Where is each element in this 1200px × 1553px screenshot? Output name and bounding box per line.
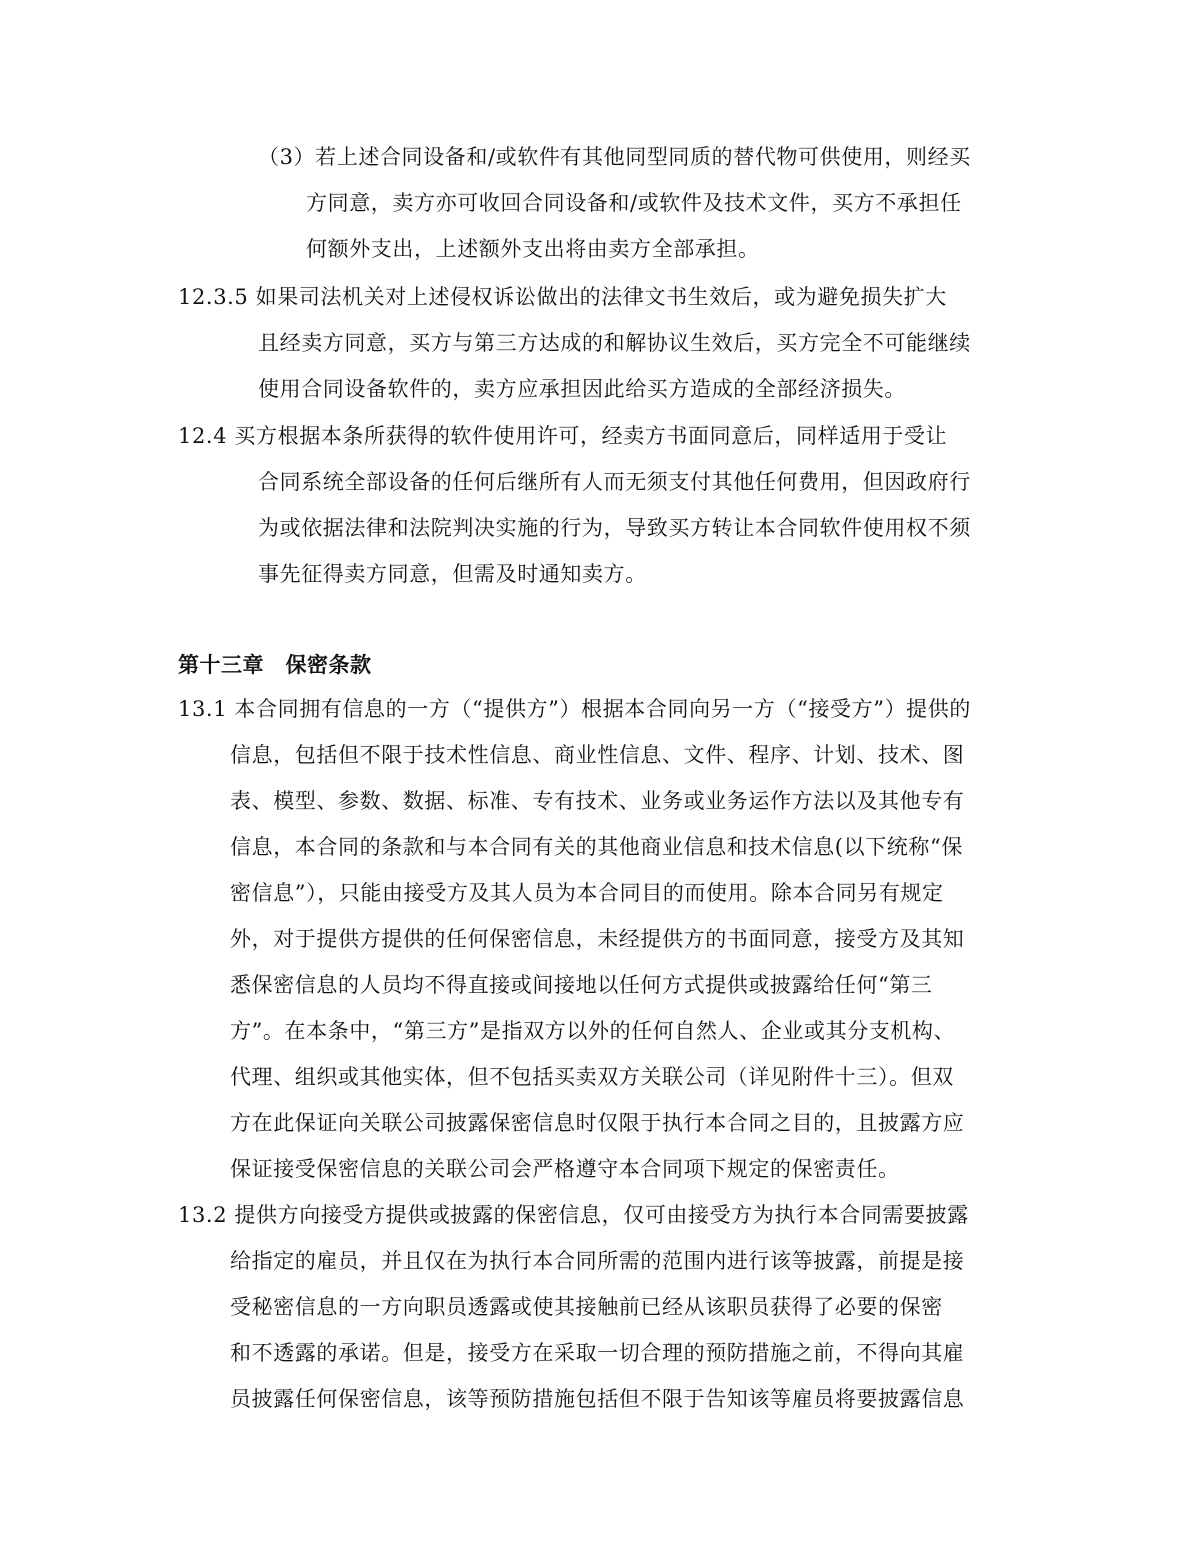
- text-line: 事先征得卖方同意，但需及时通知卖方。: [258, 562, 647, 586]
- text-line: 代理、组织或其他实体，但不包括买卖双方关联公司（详见附件十三）。但双: [230, 1065, 954, 1089]
- text-line: 保证接受保密信息的关联公司会严格遵守本合同项下规定的保密责任。: [230, 1157, 900, 1181]
- text-line: 12.4 买方根据本条所获得的软件使用许可，经卖方书面同意后，同样适用于受让: [178, 424, 948, 448]
- text-line: 方”。在本条中，“第三方”是指双方以外的任何自然人、企业或其分支机构、: [230, 1019, 956, 1043]
- chapter-heading: 第十三章 保密条款: [178, 652, 372, 677]
- text-line: 悉保密信息的人员均不得直接或间接地以任何方式提供或披露给任何“第三: [230, 973, 933, 997]
- text-line: 12.3.5 如果司法机关对上述侵权诉讼做出的法律文书生效后，或为避免损失扩大: [178, 285, 947, 309]
- text-line: 合同系统全部设备的任何后继所有人而无须支付其他任何费用，但因政府行: [258, 470, 971, 494]
- text-line: 使用合同设备软件的，卖方应承担因此给买方造成的全部经济损失。: [258, 377, 906, 401]
- text-line: 给指定的雇员，并且仅在为执行本合同所需的范围内进行该等披露，前提是接: [230, 1249, 965, 1273]
- text-line: 何额外支出，上述额外支出将由卖方全部承担。: [306, 237, 760, 261]
- text-line: 方同意，卖方亦可收回合同设备和/或软件及技术文件，买方不承担任: [306, 191, 962, 215]
- text-line: 表、模型、参数、数据、标准、专有技术、业务或业务运作方法以及其他专有: [230, 789, 965, 813]
- text-line: 且经卖方同意，买方与第三方达成的和解协议生效后，买方完全不可能继续: [258, 331, 971, 355]
- text-line: 13.1 本合同拥有信息的一方（“提供方”）根据本合同向另一方（“接受方”）提供的: [178, 697, 971, 721]
- text-line: 13.2 提供方向接受方提供或披露的保密信息，仅可由接受方为执行本合同需要披露: [178, 1203, 969, 1227]
- text-line: 为或依据法律和法院判决实施的行为，导致买方转让本合同软件使用权不须: [258, 516, 971, 540]
- text-line: 员披露任何保密信息，该等预防措施包括但不限于告知该等雇员将要披露信息: [230, 1387, 965, 1411]
- text-line: 信息，包括但不限于技术性信息、商业性信息、文件、程序、计划、技术、图: [230, 743, 965, 767]
- text-line: 密信息”），只能由接受方及其人员为本合同目的而使用。除本合同另有规定: [230, 881, 944, 905]
- text-line: 信息，本合同的条款和与本合同有关的其他商业信息和技术信息(以下统称“保: [230, 835, 963, 859]
- text-line: （3）若上述合同设备和/或软件有其他同型同质的替代物可供使用，则经买: [258, 145, 971, 169]
- text-line: 和不透露的承诺。但是，接受方在采取一切合理的预防措施之前，不得向其雇: [230, 1341, 965, 1365]
- text-line: 受秘密信息的一方向职员透露或使其接触前已经从该职员获得了必要的保密: [230, 1295, 943, 1319]
- text-line: 外，对于提供方提供的任何保密信息，未经提供方的书面同意，接受方及其知: [230, 927, 965, 951]
- text-line: 方在此保证向关联公司披露保密信息时仅限于执行本合同之目的，且披露方应: [230, 1111, 965, 1135]
